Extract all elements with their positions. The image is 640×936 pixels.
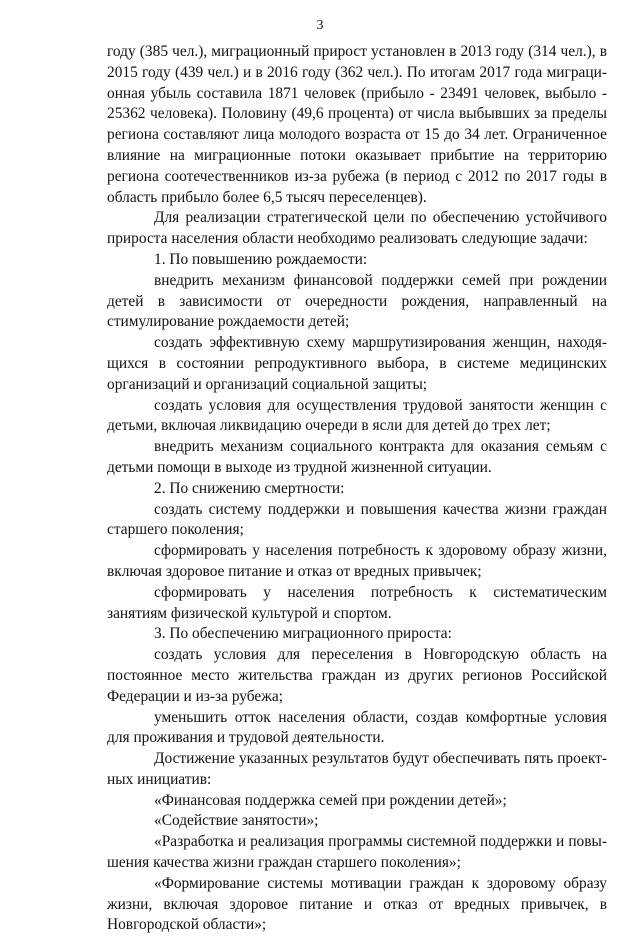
paragraph: сформировать у населения потребность к здоровому образу жизни, включая здоровое питание и отказ от вредных привычек; [107, 542, 607, 580]
paragraph: 1. По повышению рождаемости: [154, 250, 368, 268]
paragraph: внедрить механизм социального контракта для оказания семьям с детьми помощи в выходе из трудной жизненной ситуации. [107, 438, 607, 476]
paragraph: 2. По снижению смертности: [154, 479, 345, 497]
paragraph: уменьшить отток населения области, создав комфортные условия для проживания и трудовой деятельности. [107, 708, 607, 747]
paragraph: «Формирование системы мотивации граждан к здоровому образу жизни, включая здоровое питание и отказ от вредных привычек, в Новгородской области»; [107, 874, 607, 934]
paragraph: создать эффективную схему маршрутизирования женщин, находящихся в состоянии репродуктивного выбора, в системе медицинских организаций и организаций социальной защиты; [107, 334, 607, 393]
paragraph: Достижение указанных результатов будут обеспечивать пять проектных инициатив: [107, 750, 607, 788]
paragraph: 3. По обеспечению миграционного прироста: [154, 625, 452, 643]
paragraph: «Содействие занятости»; [154, 812, 319, 830]
paragraph: создать условия для осуществления трудовой занятости женщин с детьми, включая ликвидацию очереди в ясли для детей до трех лет; [107, 396, 607, 435]
paragraph: создать систему поддержки и повышения качества жизни граждан старшего поколения; [107, 500, 607, 539]
paragraph: Для реализации стратегической цели по обеспечению устойчивого прироста населения области необходимо реализовать следующие задачи: [107, 209, 607, 248]
paragraph: внедрить механизм финансовой поддержки семей при рождении детей в зависимости от очередности рождения, направленный на стимулирование рождаемости детей; [107, 271, 607, 331]
paragraph: создать условия для переселения в Новгородскую область на постоянное место жительства граждан из других регионов Российской Федерации и из-за рубежа; [107, 646, 607, 705]
paragraph: сформировать у населения потребность к систематическим занятиям физической культурой и спортом. [107, 583, 607, 622]
body-text [107, 42, 607, 936]
paragraph: году (385 чел.), миграционный прирост установлен в 2013 году (314 чел.), в 2015 году (439 чел.) и в 2016 году (362 чел.). По итогам 2017 года миграционная убыль составила 1871 человек (прибыло - 23491 человек, выбыло - 25362 человека). Половину (49,6 процента) от числа выбывших за пределы региона составляют лица молодого возраста от 15 до 34 лет. Ограниченное влияние на миграционные потоки оказывает прибытие на территорию региона соотечественников из-за рубежа (в период с 2012 по 2017 годы в область прибыло более 6,5 тысяч переселенцев). [107, 43, 607, 206]
page-number: 3 [316, 18, 324, 33]
paragraph: «Разработка и реализация программы системной поддержки и повышения качества жизни граждан старшего поколения»; [107, 833, 607, 872]
paragraph: «Финансовая поддержка семей при рождении детей»; [154, 791, 507, 809]
